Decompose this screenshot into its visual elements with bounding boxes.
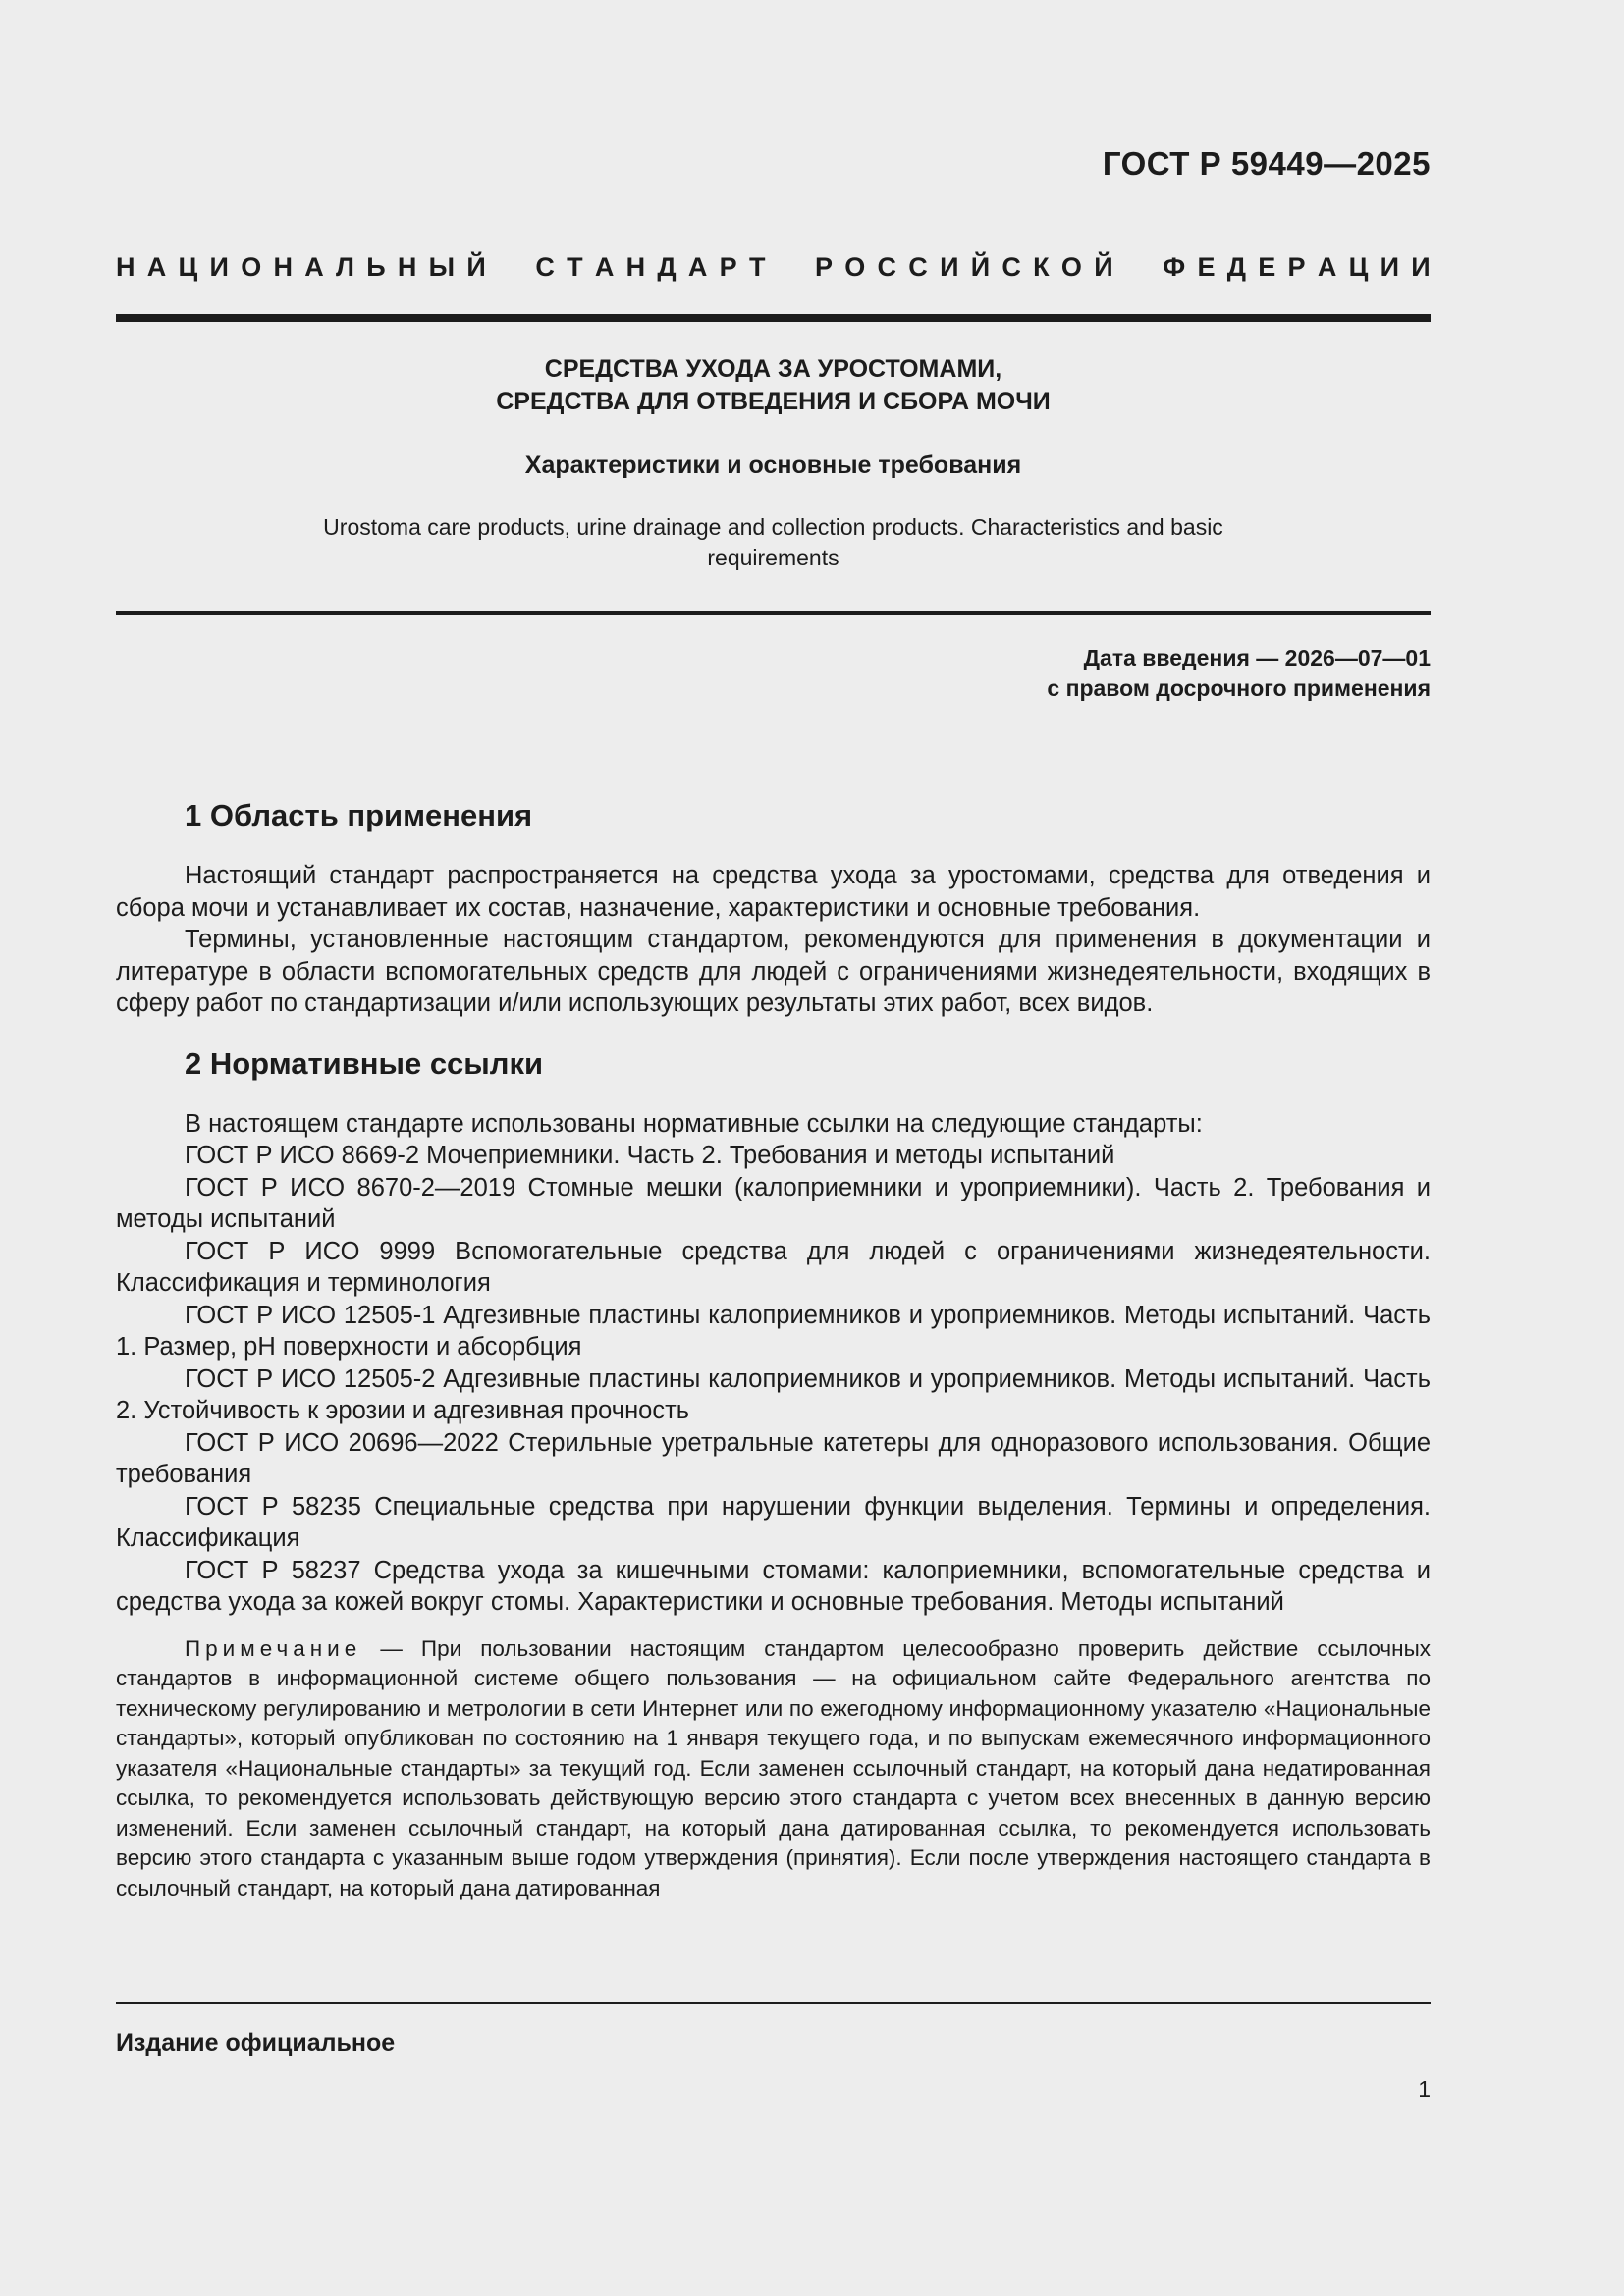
reference-item: ГОСТ Р ИСО 12505-2 Адгезивные пластины калоприемников и уроприемников. Методы испытаний. Часть 2. Устойчивость к эрозии и адгезивная прочность — [116, 1364, 1431, 1424]
heading-letter: Ц — [1348, 252, 1369, 282]
note-text: — При пользовании настоящим стандартом целесообразно проверить действие ссылочных стандартов в информационной системе общего пользования — на официальном сайте Федерального агентства по техническому регулированию и метрологии в сети Интернет или по ежегодному информационному указателю «Национальные стандарты», который опубликован по состоянию на 1 января текущего года, и по выпускам ежемесячного информационного указателя «Национальные стандарты» за текущий год. Если заменен ссылочный стандарт, на который дана недатированная ссылка, то рекомендуется использовать действующую версию этого стандарта с учетом всех внесенных в данную версию изменений. Если заменен ссылочный стандарт, на который дана датированная ссылка, то рекомендуется использовать версию этого стандарта с указанным выше годом утверждения (принятия). Если после утверждения настоящего стандарта в ссылочный стандарт, на который дана датированная — [116, 1635, 1431, 1900]
heading-letter: Р — [814, 252, 833, 282]
national-standard-heading — [116, 252, 1431, 283]
reference-item: ГОСТ Р 58235 Специальные средства при нарушении функции выделения. Термины и определения. Классификация — [116, 1492, 1431, 1552]
document-code: ГОСТ Р 59449—2025 — [1102, 145, 1431, 182]
heading-letter: Й — [466, 252, 486, 282]
heading-letter: С — [535, 252, 555, 282]
heading-letter: И — [940, 252, 959, 282]
heading-letter: А — [304, 252, 324, 282]
section-2-intro: В настоящем стандарте использованы нормативные ссылки на следующие стандарты: — [185, 1109, 1203, 1138]
heading-letter: А — [1317, 252, 1337, 282]
section-2-heading: 2 Нормативные ссылки — [185, 1045, 544, 1081]
section-1-paragraph: Настоящий стандарт распространяется на средства ухода за уростомами, средства для отведения и сбора мочи и устанавливает их состав, назначение, характеристики и основные требования. — [116, 862, 1431, 922]
heading-letter: И — [1380, 252, 1399, 282]
early-application: с правом досрочного применения — [1047, 675, 1431, 701]
document-subtitle: Характеристики и основные требования — [524, 452, 1022, 479]
heading-letter: Ь — [366, 252, 386, 282]
heading-letter: Н — [116, 252, 135, 282]
official-edition: Издание официальное — [116, 2029, 396, 2056]
section-1-paragraph: Термины, установленные настоящим стандартом, рекомендуются для применения в документации и литературе в области вспомогательных средств для людей с ограничениями жизнедеятельности, входящих в сферу работ по стандартизации и/или использующих результаты этих работ, всех видов. — [116, 926, 1431, 1017]
reference-item: ГОСТ Р 58237 Средства ухода за кишечными стомами: калоприемники, вспомогательные средства и средства ухода за кожей вокруг стомы. Характеристики и основные требования. Методы испытаний — [116, 1556, 1431, 1616]
heading-space — [498, 252, 523, 283]
reference-item: ГОСТ Р ИСО 20696—2022 Стерильные уретральные катетеры для одноразового использования. Общие требования — [116, 1428, 1431, 1488]
heading-letter: Н — [397, 252, 417, 282]
page-number: 1 — [1418, 2076, 1431, 2102]
title-rule — [116, 611, 1431, 615]
footer-rule — [116, 2002, 1431, 2004]
heading-letter: Й — [1094, 252, 1113, 282]
heading-letter: Н — [625, 252, 646, 282]
heading-letter: А — [146, 252, 167, 282]
document-body — [116, 795, 1431, 1903]
heading-letter: Е — [1197, 252, 1216, 282]
header-rule — [116, 314, 1431, 322]
heading-space — [778, 252, 803, 283]
heading-letter: С — [1001, 252, 1021, 282]
heading-letter: К — [1033, 252, 1050, 282]
heading-letter: Т — [567, 252, 583, 282]
heading-letter: О — [1060, 252, 1082, 282]
heading-letter: Д — [657, 252, 677, 282]
heading-letter: А — [594, 252, 615, 282]
heading-letter: Н — [273, 252, 293, 282]
document-title — [116, 353, 1431, 418]
heading-letter: Р — [719, 252, 737, 282]
heading-letter: Л — [336, 252, 354, 282]
heading-letter: А — [687, 252, 708, 282]
reference-item: ГОСТ Р ИСО 8670-2—2019 Стомные мешки (калоприемники и уроприемники). Часть 2. Требования и методы испытаний — [116, 1173, 1431, 1233]
note-label: Примечание — [185, 1635, 362, 1661]
heading-space — [1125, 252, 1151, 283]
heading-letter: С — [908, 252, 928, 282]
heading-letter: О — [844, 252, 866, 282]
document-page — [116, 0, 1431, 2296]
title-line-2: СРЕДСТВА ДЛЯ ОТВЕДЕНИЯ И СБОРА МОЧИ — [496, 388, 1051, 415]
heading-letter: Д — [1226, 252, 1246, 282]
heading-letter: Р — [1287, 252, 1306, 282]
heading-letter: Ы — [428, 252, 456, 282]
reference-item: ГОСТ Р ИСО 8669-2 Мочеприемники. Часть 2. Требования и методы испытаний — [185, 1142, 1115, 1169]
heading-letter: С — [877, 252, 897, 282]
title-line-1: СРЕДСТВА УХОДА ЗА УРОСТОМАМИ, — [544, 355, 1002, 383]
heading-letter: О — [241, 252, 262, 282]
english-title: Urostoma care products, urine drainage and collection products. Characteristics and basic requirements — [323, 514, 1223, 570]
introduction-date-block — [1047, 643, 1431, 704]
heading-letter: Ф — [1163, 252, 1186, 282]
heading-letter: Е — [1258, 252, 1276, 282]
heading-letter: Й — [970, 252, 991, 282]
heading-letter: Ц — [178, 252, 198, 282]
heading-letter: И — [209, 252, 229, 282]
note — [116, 1634, 1431, 1904]
reference-item: ГОСТ Р ИСО 9999 Вспомогательные средства для людей с ограничениями жизнедеятельности. Классификация и терминология — [116, 1237, 1431, 1297]
section-1-heading: 1 Область применения — [185, 798, 533, 832]
reference-item: ГОСТ Р ИСО 12505-1 Адгезивные пластины калоприемников и уроприемников. Методы испытаний. Часть 1. Размер, pH поверхности и абсорбция — [116, 1301, 1431, 1361]
introduction-date: Дата введения — 2026—07—01 — [1083, 645, 1431, 670]
heading-letter: Т — [748, 252, 766, 282]
heading-letter: И — [1411, 252, 1431, 282]
